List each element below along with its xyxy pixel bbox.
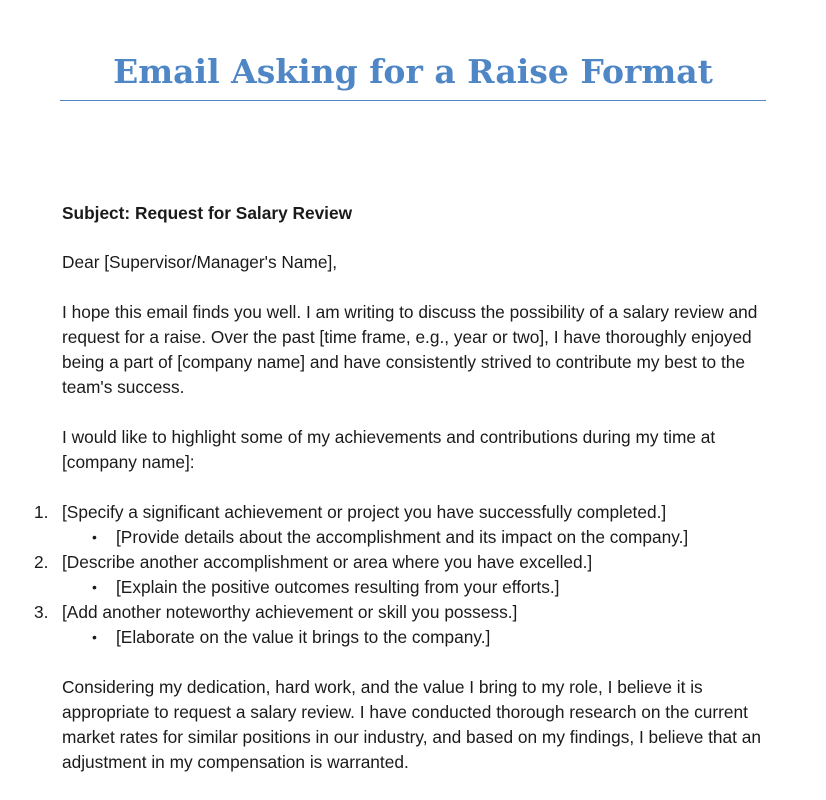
- list-number: 2.: [34, 552, 49, 572]
- document-title: Email Asking for a Raise Format: [113, 52, 713, 91]
- achievements-list: [34, 500, 782, 650]
- achievement-detail-text: [Explain the positive outcomes resulting from your efforts.]: [116, 577, 560, 597]
- email-greeting: Dear [Supervisor/Manager's Name],: [62, 252, 338, 272]
- achievement-detail: [62, 525, 782, 550]
- email-body: [34, 201, 782, 800]
- bullet-icon: •: [92, 629, 97, 645]
- list-number: 3.: [34, 602, 49, 622]
- email-subject: Subject: Request for Salary Review: [62, 203, 353, 223]
- title-underline: [60, 100, 766, 101]
- bullet-icon: •: [92, 529, 97, 545]
- achievement-text: [Describe another accomplishment or area where you have excelled.]: [62, 552, 593, 572]
- achievement-detail: [62, 575, 782, 600]
- achievement-text: [Specify a significant achievement or project you have successfully completed.]: [62, 502, 667, 522]
- achievement-item: [34, 600, 782, 650]
- list-number: 1.: [34, 502, 49, 522]
- intro-paragraph: I hope this email finds you well. I am writing to discuss the possibility of a salary review and request for a raise. Over the past [time frame, e.g., year or two], I have thoroughly enjoyed being a part of [company name] and have consistently strived to contribute my best to the team's success.: [62, 302, 758, 397]
- achievement-detail-text: [Provide details about the accomplishment and its impact on the company.]: [116, 527, 689, 547]
- achievement-detail-text: [Elaborate on the value it brings to the company.]: [116, 627, 491, 647]
- achievements-intro: I would like to highlight some of my achievements and contributions during my time at [company name]:: [62, 427, 716, 472]
- achievement-item: [34, 500, 782, 550]
- achievement-detail: [62, 625, 782, 650]
- achievement-item: [34, 550, 782, 600]
- achievement-text: [Add another noteworthy achievement or skill you possess.]: [62, 602, 518, 622]
- bullet-icon: •: [92, 579, 97, 595]
- closing-paragraph: Considering my dedication, hard work, and the value I bring to my role, I believe it is appropriate to request a salary review. I have conducted thorough research on the current market rates for similar positions in our industry, and based on my findings, I believe that an adjustment in my compensation is warranted.: [62, 677, 761, 772]
